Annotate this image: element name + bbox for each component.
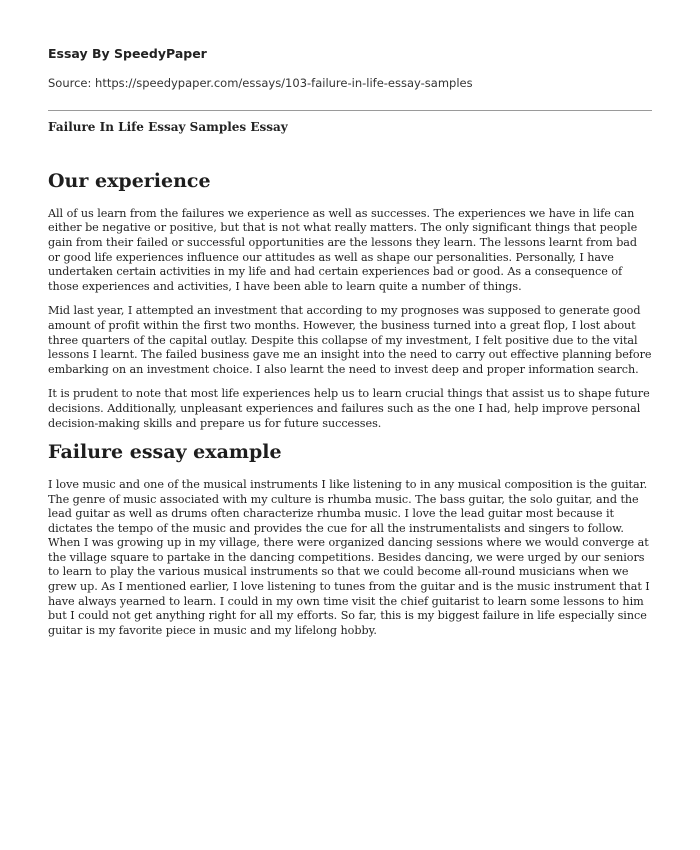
paragraph: It is prudent to note that most life experiences help us to learn crucial things that assist us to shape future decisions. Additionally, unpleasant experiences and failures such as the one I had, help improve personal decision-making skills and prepare us for future successes. [48,387,650,430]
document-title: Failure In Life Essay Samples Essay [48,120,288,134]
section-our-experience [48,170,652,431]
source-link[interactable]: Source: https://speedypaper.com/essays/103-failure-in-life-essay-samples [48,76,473,90]
section-heading: Our experience [48,170,211,192]
paragraph: All of us learn from the failures we experience as well as successes. The experiences we have in life can either be negative or positive, but that is not what really matters. The only significant things that people gain from their failed or successful opportunities are the lessons they learn. The lessons learnt from bad or good life experiences influence our attitudes as well as shape our personalities. Personally, I have undertaken certain activities in my life and had certain experiences bad or good. As a consequence of those experiences and activities, I have been able to learn quite a number of things. [48,206,638,293]
paragraph: I love music and one of the musical instruments I like listening to in any musical composition is the guitar. The genre of music associated with my culture is rhumba music. The bass guitar, the solo guitar, and the lead guitar as well as drums often characterize rhumba music. I love the lead guitar most because it dictates the tempo of the music and provides the cue for all the instrumentalists and singers to follow. When I was growing up in my village, there were organized dancing sessions where we would converge at the village square to partake in the dancing competitions. Besides dancing, we were urged by our seniors to learn to play the various musical instruments so that we could become all-round musicians when we grew up. As I mentioned earlier, I love listening to tunes from the guitar and is the music instrument that I have always yearned to learn. I could in my own time visit the chief guitarist to learn some lessons to him but I could not get anything right for all my efforts. So far, this is my biggest failure in life especially since guitar is my favorite piece in music and my lifelong hobby. [48,477,650,637]
section-heading: Failure essay example [48,441,282,464]
site-label: Essay By SpeedyPaper [48,46,207,61]
essay-content [48,170,652,648]
section-failure-essay-example [48,441,652,638]
paragraph: Mid last year, I attempted an investment that according to my prognoses was supposed to generate good amount of profit within the first two months. However, the business turned into a great flop, I lost about three quarters of the capital outlay. Despite this collapse of my investment, I felt positive due to the vital lessons I learnt. The failed business gave me an insight into the need to carry out effective planning before embarking on an investment choice. I also learnt the need to invest deep and proper information search. [48,304,652,376]
header-divider [48,110,652,111]
